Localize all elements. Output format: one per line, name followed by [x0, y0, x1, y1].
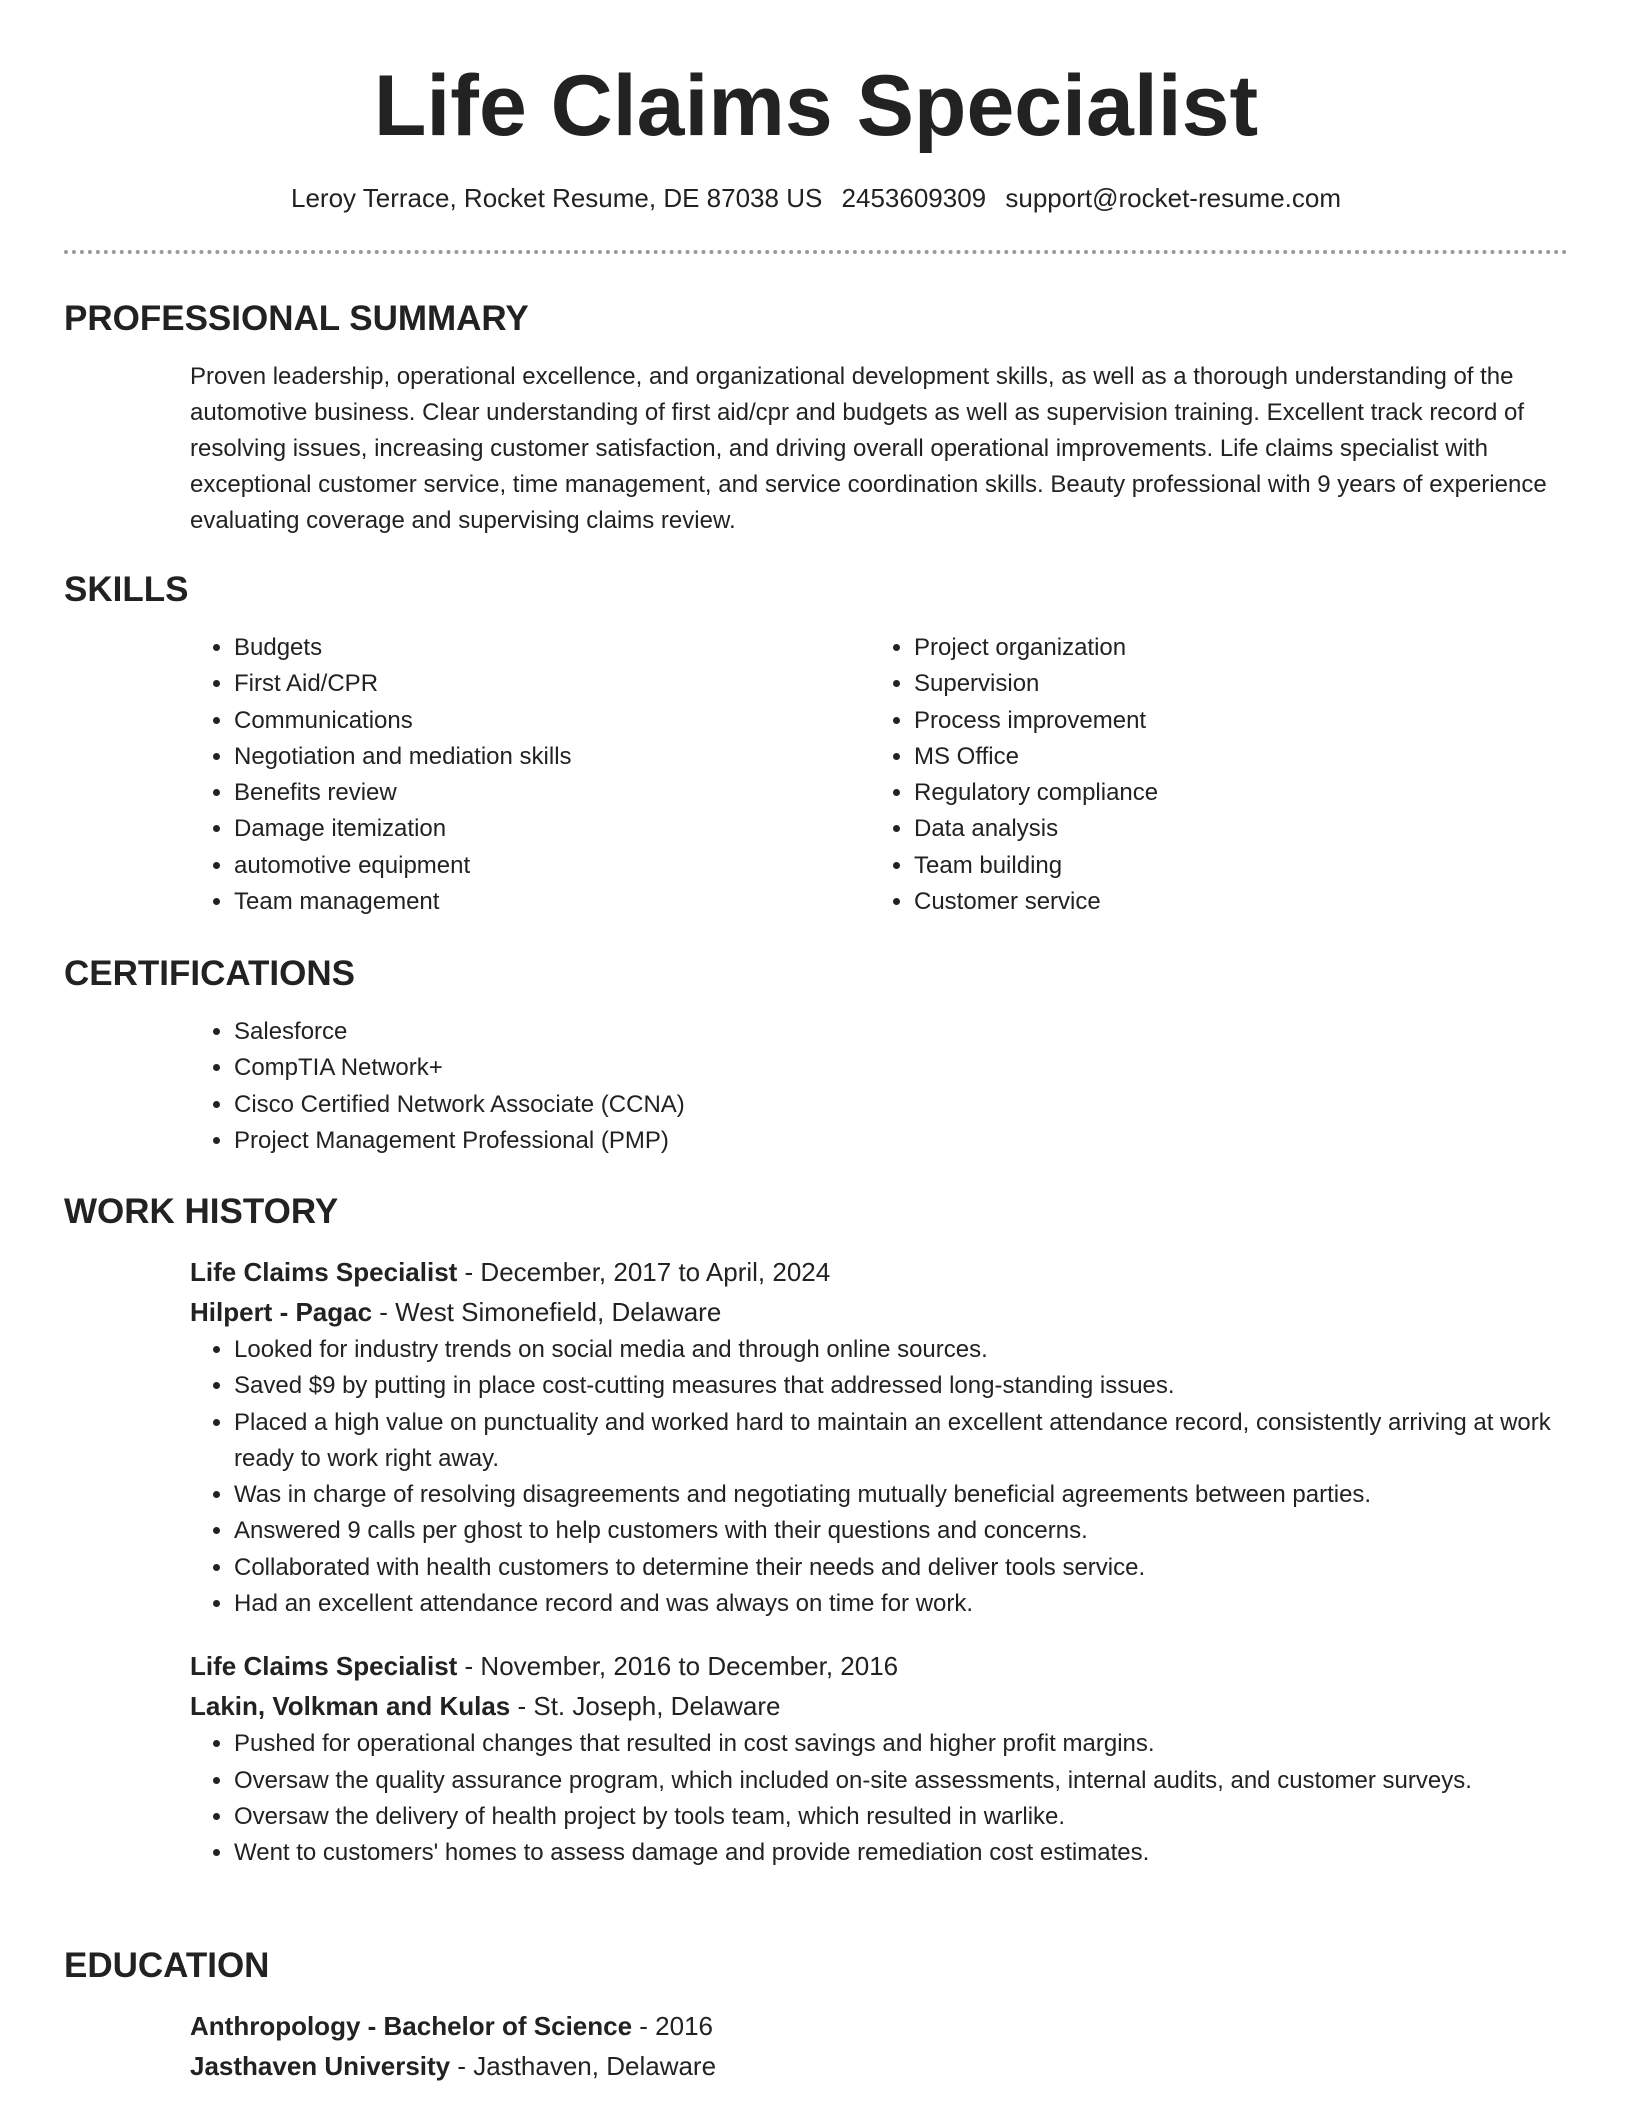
contact-email: support@rocket-resume.com	[1005, 183, 1342, 213]
contact-phone: 2453609309	[841, 183, 987, 213]
job-company: Lakin, Volkman and Kulas	[190, 1691, 511, 1722]
job-company: Hilpert - Pagac	[190, 1297, 373, 1327]
job-bullet: • Went to customers' homes to assess damage and provide remediation cost estimates.	[234, 1835, 1568, 1871]
skill-item: • Negotiation and mediation skills	[234, 739, 870, 775]
skill-item: • Team building	[914, 848, 1550, 884]
skill-item: • First Aid/CPR	[234, 666, 870, 702]
education-school-line	[190, 2046, 1568, 2086]
job-bullet: • Looked for industry trends on social media and through online sources.	[234, 1332, 1568, 1368]
skills-section	[64, 568, 1568, 920]
summary-section	[64, 297, 1568, 539]
skill-item: • Supervision	[914, 666, 1550, 702]
skill-item: • Regulatory compliance	[914, 775, 1550, 811]
header-divider	[64, 250, 1568, 254]
work-history-section	[64, 1190, 1568, 1872]
job-bullet: • Saved $9 by putting in place cost-cutting measures that addressed long-standing issues.	[234, 1368, 1568, 1404]
skill-item: • automotive equipment	[234, 848, 870, 884]
certification-item: • Cisco Certified Network Associate (CCNA)	[234, 1087, 1568, 1123]
job-bullet: • Pushed for operational changes that resulted in cost savings and higher profit margins.	[234, 1726, 1568, 1762]
skills-column-right	[870, 630, 1550, 920]
job-location: - West Simonefield, Delaware	[372, 1297, 722, 1327]
skill-item: • Data analysis	[914, 811, 1550, 847]
summary-heading: PROFESSIONAL SUMMARY	[64, 299, 529, 338]
skill-item: • Team management	[234, 884, 870, 920]
contact-address: Leroy Terrace, Rocket Resume, DE 87038 US	[290, 183, 823, 213]
certification-item: • CompTIA Network+	[234, 1050, 1568, 1086]
job-bullet: • Collaborated with health customers to determine their needs and deliver tools service.	[234, 1550, 1568, 1586]
job-location: - St. Joseph, Delaware	[510, 1691, 781, 1722]
job-title-line	[190, 1252, 1568, 1292]
candidate-name: Life Claims Specialist	[373, 58, 1259, 154]
skill-item: • MS Office	[914, 739, 1550, 775]
skill-item: • Communications	[234, 703, 870, 739]
job-dates: - November, 2016 to December, 2016	[457, 1651, 899, 1682]
job-bullet: • Placed a high value on punctuality and worked hard to maintain an excellent attendance record, consistently arriving at work ready to work right away.	[234, 1405, 1568, 1478]
certifications-section	[64, 952, 1568, 1159]
job-bullet: • Oversaw the delivery of health project by tools team, which resulted in warlike.	[234, 1799, 1568, 1835]
certification-item: • Project Management Professional (PMP)	[234, 1123, 1568, 1159]
certification-item: • Salesforce	[234, 1014, 1568, 1050]
job-bullet: • Oversaw the quality assurance program, which included on-site assessments, internal audits, and customer surveys.	[234, 1763, 1568, 1799]
job-bullet: • Had an excellent attendance record and was always on time for work.	[234, 1586, 1568, 1622]
skill-item: • Customer service	[914, 884, 1550, 920]
job-role: Life Claims Specialist	[190, 1651, 458, 1682]
job-role: Life Claims Specialist	[190, 1257, 458, 1287]
work-history-heading: WORK HISTORY	[64, 1192, 339, 1231]
certifications-heading: CERTIFICATIONS	[64, 954, 356, 993]
education-degree-line	[190, 2006, 1568, 2046]
job-entry	[190, 1646, 1568, 1871]
job-company-line	[190, 1292, 1568, 1332]
skill-item: • Process improvement	[914, 703, 1550, 739]
job-bullet: • Was in charge of resolving disagreements and negotiating mutually beneficial agreements between parties.	[234, 1477, 1568, 1513]
education-year: - 2016	[632, 2011, 714, 2041]
job-company-line	[190, 1686, 1568, 1726]
summary-text: Proven leadership, operational excellence, and organizational development skills, as well as a thorough understanding of the automotive business. Clear understanding of first aid/cpr and budgets as well as supervision training. Excellent track record of resolving issues, increasing customer satisfaction, and driving overall operational improvements. Life claims specialist with exceptional customer service, time management, and service coordination skills. Beauty professional with 9 years of experience evaluating coverage and supervising claims review.	[190, 363, 1547, 534]
education-location: - Jasthaven, Delaware	[450, 2051, 717, 2081]
contact-line	[0, 180, 1632, 216]
skill-item: • Budgets	[234, 630, 870, 666]
skill-item: • Project organization	[914, 630, 1550, 666]
job-dates: - December, 2017 to April, 2024	[457, 1257, 831, 1287]
skill-item: • Damage itemization	[234, 811, 870, 847]
job-entry	[190, 1252, 1568, 1622]
job-bullet: • Answered 9 calls per ghost to help customers with their questions and concerns.	[234, 1513, 1568, 1549]
education-degree: Anthropology - Bachelor of Science	[190, 2011, 633, 2041]
skill-item: • Benefits review	[234, 775, 870, 811]
education-heading: EDUCATION	[64, 1946, 270, 1985]
job-title-line	[190, 1646, 1568, 1686]
skills-column-left	[190, 630, 870, 920]
education-school: Jasthaven University	[190, 2051, 451, 2081]
education-section	[64, 1944, 1568, 2086]
skills-heading: SKILLS	[64, 570, 189, 609]
